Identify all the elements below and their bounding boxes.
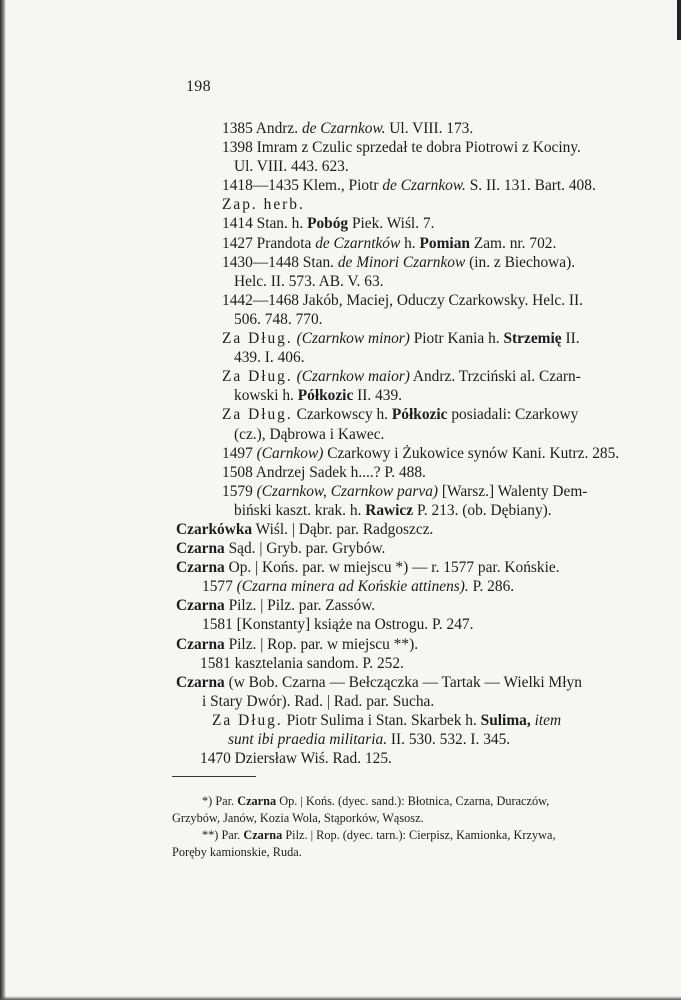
text-run: Op. | Końs. (dyec. sand.): Błotnica, Czarna, Duraczów, bbox=[276, 794, 550, 808]
text-run: kowski h. bbox=[234, 387, 298, 405]
bold-term: Czarna bbox=[176, 597, 225, 615]
text-run: Czarkowscy h. bbox=[292, 406, 392, 424]
bold-term: Pobóg bbox=[307, 215, 349, 233]
page-edge-shadow bbox=[0, 0, 6, 1000]
place-heading bbox=[176, 539, 640, 558]
footnote-rule bbox=[172, 776, 256, 777]
text-run: 1385 Andrz. bbox=[222, 120, 302, 137]
entry-continuation bbox=[234, 425, 640, 444]
bold-term: Czarna bbox=[243, 828, 283, 842]
entry-line bbox=[222, 138, 640, 157]
text-run: 1414 Stan. h. bbox=[222, 215, 308, 233]
text-run: Za Dług. bbox=[222, 368, 293, 386]
text-run: Za Dług. bbox=[222, 330, 293, 348]
place-entry bbox=[202, 577, 640, 596]
text-run: Grzybów, Janów, Kozia Wola, Stąporków, Wąsosz. bbox=[172, 811, 424, 825]
footnotes bbox=[172, 793, 642, 861]
text-run: Wiśl. | Dąbr. par. Radgoszcz. bbox=[252, 520, 434, 538]
place-heading-continuation bbox=[202, 692, 640, 711]
text-run: (w Bob. Czarna — Bełczączka — Tartak — Wielki Młyn bbox=[224, 673, 582, 691]
bold-term: Czarna bbox=[176, 673, 225, 691]
entry-continuation bbox=[234, 348, 640, 367]
text-run: 1581 [Konstanty] książe na Ostrogu. P. 247. bbox=[202, 616, 474, 634]
text-run: 1470 Dziersław Wiś. Rad. 125. bbox=[200, 750, 392, 768]
text-run: 1398 Imram z Czulic sprzedał te dobra Piotrowi z Kociny. bbox=[222, 139, 581, 157]
text-run: S. II. 131. Bart. 408. bbox=[465, 177, 596, 195]
text-run: Zap. bbox=[222, 196, 264, 214]
bold-term: Czarkówka bbox=[176, 520, 253, 538]
bold-term: Półkozic bbox=[391, 406, 448, 424]
entry-continuation bbox=[234, 501, 640, 520]
italic-term: (Czarnkow, Czarnkow parva) bbox=[256, 482, 439, 500]
footnote-line bbox=[172, 844, 642, 861]
entry-line bbox=[222, 405, 640, 424]
text-run: 1581 kasztelania sandom. P. 252. bbox=[200, 654, 404, 672]
italic-term: de Czarnkow. bbox=[382, 177, 466, 195]
text-run: 1430—1448 Stan. bbox=[222, 253, 338, 271]
place-heading bbox=[176, 558, 640, 577]
place-entry bbox=[212, 711, 640, 730]
footnote-line bbox=[172, 827, 642, 844]
entry-line bbox=[222, 291, 640, 310]
text-run: (in. z Biechowa). bbox=[465, 253, 576, 271]
place-entry bbox=[200, 749, 640, 768]
text-run: Helc. II. 573. AB. V. 63. bbox=[234, 272, 384, 290]
italic-term: de Czarntków bbox=[315, 234, 401, 252]
place-entry bbox=[202, 615, 640, 634]
text-run: 1579 bbox=[222, 482, 257, 500]
text-run: (cz.), Dąbrowa i Kawec. bbox=[234, 425, 385, 443]
place-heading bbox=[176, 596, 640, 615]
text-run: Piotr Sulima i Stan. Skarbek h. bbox=[282, 711, 481, 729]
entry-line bbox=[222, 444, 640, 463]
text-run: Poręby kamionskie, Ruda. bbox=[172, 845, 302, 859]
text-run: Za Dług. bbox=[212, 711, 283, 729]
text-run: Ul. VIII. 443. 623. bbox=[234, 158, 349, 176]
footnote-line bbox=[172, 810, 642, 827]
text-run: II. bbox=[561, 330, 580, 348]
text-run: Zam. nr. 702. bbox=[469, 234, 557, 252]
text-run: P. 286. bbox=[468, 578, 515, 596]
entry-line bbox=[222, 463, 640, 482]
bold-term: Czarna bbox=[176, 540, 225, 558]
bold-term: Rawicz bbox=[365, 501, 414, 519]
text-run: 439. I. 406. bbox=[234, 349, 305, 367]
italic-term: de Czarnkow. bbox=[301, 120, 386, 137]
text-run: Czarkowy i Żukowice synów Kani. Kutrz. 285. bbox=[323, 444, 620, 462]
text-run: 1497 bbox=[222, 444, 257, 462]
text-run: Piek. Wiśl. 7. bbox=[348, 215, 435, 233]
page-edge-mark bbox=[677, 0, 681, 40]
italic-term: sunt ibi praedia militaria. bbox=[228, 731, 388, 748]
text-run: i Stary Dwór). Rad. | Rad. par. Sucha. bbox=[202, 692, 435, 710]
text-run: Pilz. | Rop. par. w miejscu **). bbox=[224, 635, 419, 653]
text-run: 1577 bbox=[202, 578, 237, 596]
italic-term: (Czarnkow maior) bbox=[296, 368, 410, 386]
entry-line bbox=[222, 329, 640, 348]
entry-line bbox=[222, 119, 640, 138]
text-run: 1418—1435 Klem., Piotr bbox=[222, 177, 383, 195]
entry-continuation bbox=[234, 272, 640, 291]
text-run: Pilz. | Rop. (dyec. tarn.): Cierpisz, Kamionka, Krzywa, bbox=[282, 828, 556, 842]
entry-continuation bbox=[234, 310, 640, 329]
text-run: Pilz. | Pilz. par. Zassów. bbox=[224, 597, 376, 615]
entry-line bbox=[222, 176, 640, 195]
entry-line bbox=[222, 253, 640, 272]
bold-term: Sulima, bbox=[480, 711, 531, 729]
entry-line bbox=[222, 367, 640, 386]
text-run: herb. bbox=[263, 196, 305, 214]
text-run: 506. 748. 770. bbox=[234, 310, 323, 328]
text-run: *) Par. bbox=[202, 794, 238, 808]
bold-term: Półkozic bbox=[297, 387, 354, 405]
text-run: Op. | Końs. par. w miejscu *) — r. 1577 par. Końskie. bbox=[224, 559, 560, 577]
text-run: Za Dług. bbox=[222, 406, 293, 424]
text-run: Ul. VIII. 173. bbox=[385, 120, 474, 137]
italic-term: de Minori Czarnkow bbox=[337, 253, 466, 271]
text-run: 1427 Prandota bbox=[222, 234, 316, 252]
text-run: h. bbox=[400, 234, 420, 252]
text-run: P. 213. (ob. Dębiany). bbox=[413, 501, 552, 519]
text-run: [Warsz.] Walenty Dem- bbox=[438, 482, 588, 500]
place-entry-continuation bbox=[228, 730, 640, 749]
text-run: 1442—1468 Jakób, Maciej, Oduczy Czarkowsky. Helc. II. bbox=[222, 291, 584, 309]
entry-continuation bbox=[234, 157, 640, 176]
text-run: **) Par. bbox=[202, 828, 244, 842]
italic-term: (Czarnkow minor) bbox=[296, 330, 410, 348]
entry-line bbox=[222, 234, 640, 253]
main-text bbox=[170, 119, 640, 768]
text-run: Andrz. Trzciński al. Czarn- bbox=[409, 368, 581, 386]
entry-continuation bbox=[234, 386, 640, 405]
text-run: biński kaszt. krak. h. bbox=[234, 501, 366, 519]
entry-line bbox=[222, 214, 640, 233]
bold-term: Czarna bbox=[176, 635, 225, 653]
page-bottom-shadow bbox=[0, 996, 681, 1000]
text-run: II. 530. 532. I. 345. bbox=[387, 731, 511, 748]
italic-term: item bbox=[534, 711, 562, 729]
text-run: 1508 Andrzej Sadek h....? P. 488. bbox=[222, 463, 426, 481]
text-run: posiadali: Czarkowy bbox=[447, 406, 579, 424]
place-heading bbox=[176, 520, 640, 539]
place-heading bbox=[176, 635, 640, 654]
footnote-line bbox=[172, 793, 642, 810]
text-run: Piotr Kania h. bbox=[409, 330, 504, 348]
place-heading bbox=[176, 673, 640, 692]
entry-line bbox=[222, 195, 640, 214]
page-number: 198 bbox=[186, 78, 211, 95]
entry-line bbox=[222, 482, 640, 501]
italic-term: (Carnkow) bbox=[256, 444, 324, 462]
text-run: Sąd. | Gryb. par. Grybów. bbox=[224, 540, 386, 558]
text-run: II. 439. bbox=[353, 387, 403, 405]
italic-term: (Czarna minera ad Końskie attinens). bbox=[236, 578, 469, 596]
bold-term: Czarna bbox=[237, 794, 277, 808]
place-entry bbox=[200, 654, 640, 673]
bold-term: Pomian bbox=[419, 234, 470, 252]
bold-term: Czarna bbox=[176, 559, 225, 577]
bold-term: Strzemię bbox=[503, 330, 562, 348]
